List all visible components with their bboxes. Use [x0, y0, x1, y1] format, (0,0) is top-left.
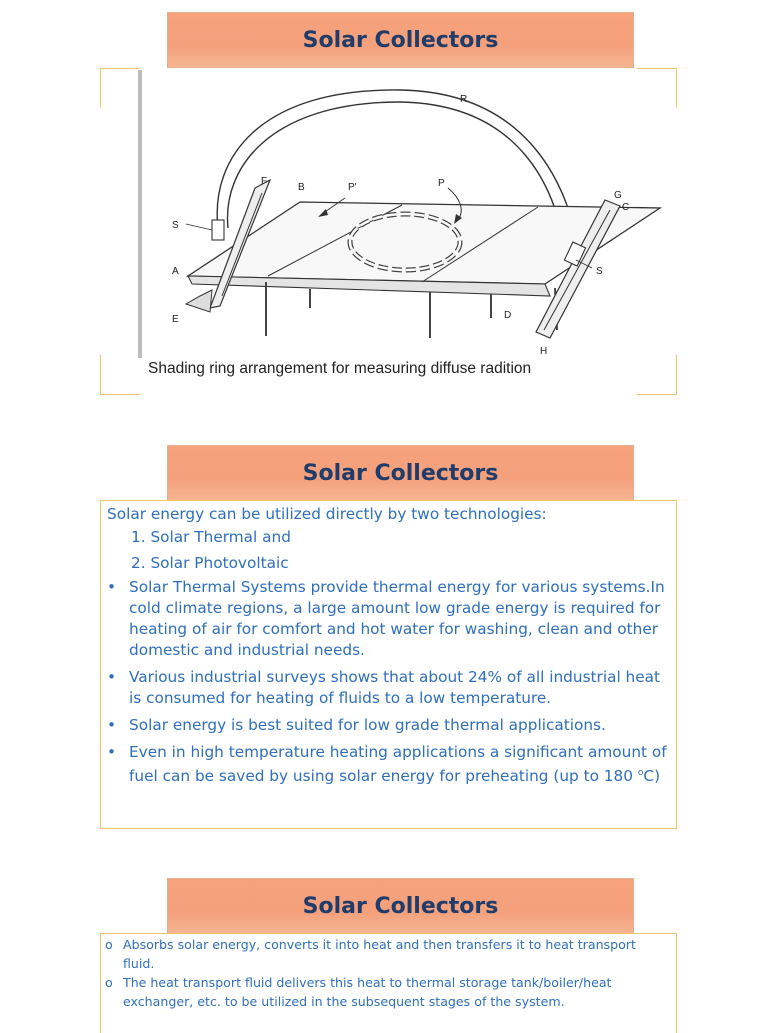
bullet-list — [107, 577, 673, 793]
bullet-circle: o — [105, 975, 113, 990]
label-D: D — [504, 310, 512, 321]
list-item — [107, 715, 673, 736]
list-item-text: The heat transport fluid delivers this heat to thermal storage tank/boiler/heat exchanger, etc. to be utilized in the subsequent stages of the system. — [123, 975, 612, 1009]
slide2-content — [100, 500, 677, 829]
label-P: P — [438, 178, 445, 189]
bullet-list — [105, 935, 671, 1011]
slide1-title: Solar Collectors — [302, 27, 499, 53]
slide3-title: Solar Collectors — [302, 893, 499, 919]
label-A: A — [172, 266, 179, 277]
label-G: G — [614, 190, 622, 201]
label-R: R — [460, 94, 468, 105]
shading-ring-diagram — [100, 68, 677, 368]
figure-caption: Shading ring arrangement for measuring diffuse radition — [148, 360, 532, 377]
list-item-text: Solar Thermal Systems provide thermal energy for various systems.In cold climate regions, a large amount low grade energy is required for heating of air for comfort and hot water for washing, clean and other domestic and industrial needs. — [129, 578, 665, 659]
bullet-disc: • — [107, 743, 117, 761]
list-item — [107, 577, 673, 661]
slide2-title: Solar Collectors — [302, 460, 499, 486]
list-item — [107, 742, 673, 787]
technology-item: 2. Solar Photovoltaic — [131, 554, 289, 572]
label-S-left: S — [172, 220, 179, 231]
bullet-circle: o — [105, 937, 113, 952]
list-item-text: Various industrial surveys shows that about 24% of all industrial heat is consumed for heating of fluids to a low temperature. — [129, 668, 661, 707]
list-item — [105, 935, 671, 973]
list-item-text: Even in high temperature heating applications a significant amount of fuel can be saved by using solar energy for preheating (up to 180 — [129, 743, 667, 786]
bullet-disc: • — [107, 716, 117, 734]
label-B: B — [298, 182, 305, 193]
list-item — [107, 667, 673, 709]
label-F: F — [261, 176, 268, 187]
slide2-title-bar — [167, 445, 634, 501]
label-C: C — [622, 202, 630, 213]
bullet-disc: • — [107, 668, 117, 686]
technology-list — [131, 527, 291, 579]
slide3-content — [100, 933, 677, 1033]
slide1-title-bar — [167, 12, 634, 68]
list-item-suffix: C) — [643, 767, 661, 786]
label-H: H — [540, 346, 548, 357]
label-E: E — [172, 314, 179, 325]
list-item-text: Solar energy is best suited for low grade thermal applications. — [129, 716, 606, 734]
label-P-prime: P' — [348, 182, 357, 193]
degree-symbol: o — [637, 768, 644, 778]
list-item — [105, 973, 671, 1011]
label-S-right: S — [596, 266, 603, 277]
bullet-disc: • — [107, 578, 117, 596]
list-item-text: Absorbs solar energy, converts it into heat and then transfers it to heat transport fluid. — [123, 937, 636, 971]
technology-item: 1. Solar Thermal and — [131, 528, 291, 546]
intro-text: Solar energy can be utilized directly by two technologies: — [107, 505, 547, 523]
slide3-title-bar — [167, 878, 634, 934]
